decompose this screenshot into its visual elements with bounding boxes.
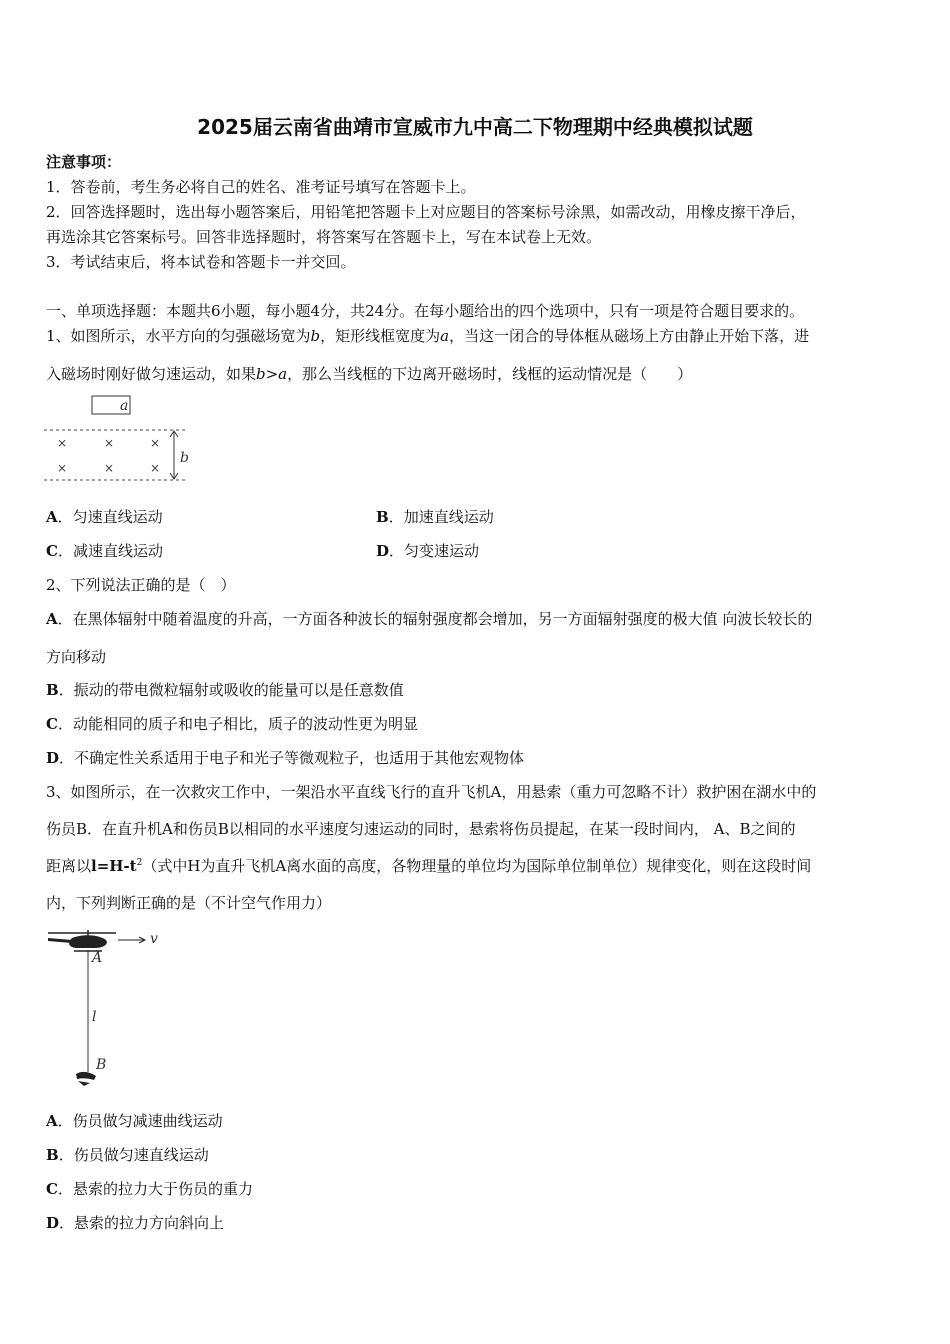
q3-option-c: C．悬索的拉力大于伤员的重力 bbox=[46, 1180, 253, 1198]
q3-option-a: A．伤员做匀减速曲线运动 bbox=[46, 1112, 223, 1130]
q3-stem-line1: 3、如图所示，在一次救灾工作中，一架沿水平直线飞行的直升飞机A，用悬索（重力可忽略不计）救护困在湖水中的 bbox=[46, 783, 817, 801]
notice-item-3: 3．考试结束后，将本试卷和答题卡一并交回。 bbox=[46, 253, 356, 271]
label-l: l bbox=[92, 1009, 97, 1025]
q3-stem-line4: 内，下列判断正确的是（不计空气作用力） bbox=[46, 894, 332, 912]
label-a: a bbox=[120, 398, 129, 414]
q1-stem-line2: 入磁场时刚好做匀速运动，如果b>a，那么当线框的下边离开磁场时，线框的运动情况是（ ） bbox=[46, 365, 693, 383]
casualty-icon bbox=[76, 1072, 96, 1080]
label-v: v bbox=[150, 931, 158, 947]
q1-option-b: B．加速直线运动 bbox=[376, 508, 494, 526]
notice-heading: 注意事项： bbox=[46, 153, 122, 171]
q2-option-d: D．不确定性关系适用于电子和光子等微观粒子，也适用于其他宏观物体 bbox=[46, 749, 525, 767]
q2-option-b: B．振动的带电微粒辐射或吸收的能量可以是任意数值 bbox=[46, 681, 404, 699]
field-cross: × bbox=[104, 436, 115, 450]
helicopter-icon bbox=[69, 935, 107, 948]
q3-option-d: D．悬索的拉力方向斜向上 bbox=[46, 1214, 225, 1232]
notice-item-2-cont: 再选涂其它答案标号。回答非选择题时，将答案写在答题卡上，写在本试卷上无效。 bbox=[46, 228, 602, 246]
field-cross: × bbox=[150, 461, 161, 475]
q1-option-a: A．匀速直线运动 bbox=[46, 508, 163, 526]
q3-stem-line2: 伤员B．在直升机A和伤员B以相同的水平速度匀速运动的同时，悬索将伤员提起，在某一段时间内， A、B之间的 bbox=[46, 820, 796, 838]
q1-stem-line1: 1、如图所示，水平方向的匀强磁场宽为b，矩形线框宽度为a，当这一闭合的导体框从磁场上方由静止开始下落，进 bbox=[46, 327, 810, 345]
q2-option-c: C．动能相同的质子和电子相比，质子的波动性更为明显 bbox=[46, 715, 418, 733]
label-b: b bbox=[180, 450, 189, 466]
label-B: B bbox=[96, 1057, 107, 1073]
q2-option-a-cont: 方向移动 bbox=[46, 648, 107, 666]
notice-item-1: 1．答卷前，考生务必将自己的姓名、准考证号填写在答题卡上。 bbox=[46, 178, 476, 196]
notice-item-2: 2．回答选择题时，选出每小题答案后，用铅笔把答题卡上对应题目的答案标号涂黑，如需改动，用橡皮擦干净后， bbox=[46, 203, 806, 221]
q1-option-d: D．匀变速运动 bbox=[376, 542, 480, 560]
section-heading: 一、单项选择题：本题共6小题，每小题4分，共24分。在每小题给出的四个选项中，只有一项是符合题目要求的。 bbox=[46, 302, 805, 320]
page-title: 2025届云南省曲靖市宣威市九中高二下物理期中经典模拟试题 bbox=[197, 115, 753, 139]
field-cross: × bbox=[150, 436, 161, 450]
label-A: A bbox=[92, 950, 103, 966]
q1-option-c: C．减速直线运动 bbox=[46, 542, 163, 560]
field-cross: × bbox=[57, 436, 68, 450]
q3-stem-line3: 距离以$l=H-t^2$（式中H为直升飞机A离水面的高度，各物理量的单位均为国际单位制单位）规律变化，则在这段时间 bbox=[46, 857, 812, 875]
q3-option-b: B．伤员做匀速直线运动 bbox=[46, 1146, 209, 1164]
q2-option-a: A．在黑体辐射中随着温度的升高，一方面各种波长的辐射强度都会增加，另一方面辐射强度的极大值 向波长较长的 bbox=[46, 610, 813, 628]
q2-stem: 2、下列说法正确的是（ ） bbox=[46, 576, 236, 594]
field-cross: × bbox=[104, 461, 115, 475]
q3-helicopter-figure bbox=[44, 926, 174, 1088]
field-cross: × bbox=[57, 461, 68, 475]
q1-magnetic-field-figure bbox=[40, 392, 200, 487]
